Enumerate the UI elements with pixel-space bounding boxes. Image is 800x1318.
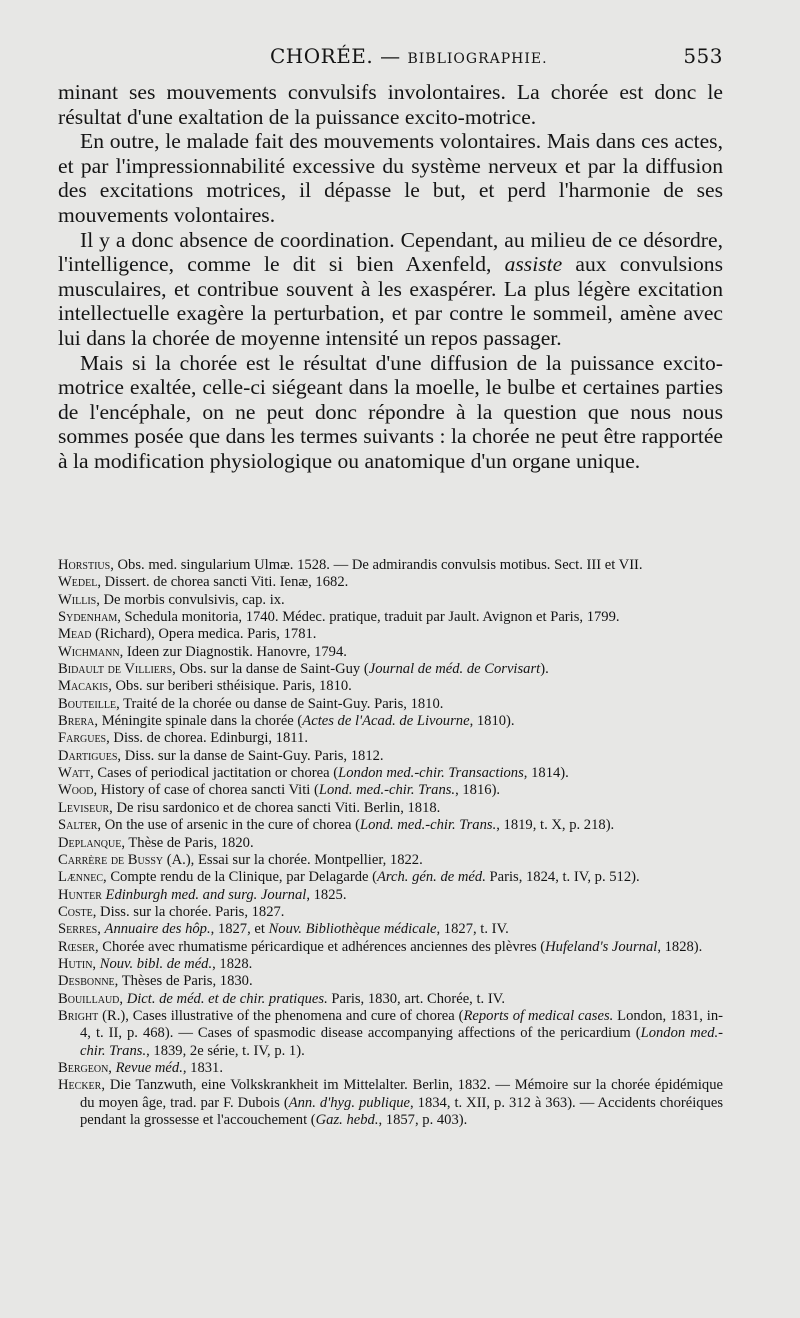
entry-text: , 1828).	[657, 938, 703, 955]
entry-text: , 1819, t. X, p. 218).	[496, 817, 615, 834]
bibliography-entry	[58, 609, 723, 626]
entry-text: ,	[97, 921, 105, 938]
bibliography-entry	[58, 817, 723, 834]
entry-text: , Obs. sur la danse de Saint-Guy (	[172, 661, 369, 678]
paragraph-3-emphasis: assiste	[504, 252, 563, 277]
paragraph-1: minant ses mouvements convulsifs involontaires. La chorée est donc le résultat d'une exaltation de la puissance excito-motrice.	[58, 80, 723, 129]
entry-text: , Thèses de Paris, 1830.	[114, 973, 253, 990]
paragraph-2: En outre, le malade fait des mouvements volontaires. Mais dans ces actes, et par l'impressionnabilité excessive du système nerveux et par la diffusion des excitations motrices, il dépasse le but, et perd l'harmonie de ses mouvements volontaires.	[58, 129, 723, 227]
bibliography-entry	[58, 696, 723, 713]
entry-author: Dartigues	[58, 747, 118, 764]
bibliography-entry	[58, 765, 723, 782]
bibliography-entry	[58, 644, 723, 661]
bibliography-entry	[58, 1008, 723, 1060]
paragraph-3-rest: aux convulsions musculaires, et contribue souvent à les exaspérer. La plus légère excitation intellectuelle exagère la perturbation, et par contre le sommeil, amène avec lui dans la chorée de moyenne intensité un repos passager.	[58, 252, 723, 350]
entry-text: , Dissert. de chorea sancti Viti. Ienæ, 1682.	[97, 574, 349, 591]
entry-author: Hunter	[58, 886, 102, 903]
entry-author: Mead	[58, 626, 92, 643]
bibliography-entry	[58, 852, 723, 869]
entry-text: , 1814).	[523, 765, 569, 782]
entry-text: , 1857, p. 403).	[378, 1112, 468, 1128]
running-title	[270, 44, 548, 68]
entry-author: Bright	[58, 1007, 99, 1024]
entry-author: Lænnec	[58, 869, 104, 886]
entry-author: Leviseur	[58, 799, 110, 816]
entry-source-title: Gaz. hebd.	[315, 1112, 379, 1128]
entry-text: , Obs. med. singularium Ulmæ. 1528. — De admirandis convulsis motibus. Sect. III et VII.	[110, 557, 643, 573]
entry-source-title: Hufeland's Journal	[545, 938, 658, 955]
entry-text: , 1827, et	[210, 921, 269, 938]
body-text	[58, 80, 723, 474]
entry-author: Horstius	[58, 557, 111, 573]
entry-source-title: Lond. med.-chir. Trans.	[318, 782, 456, 799]
entry-author: Bergeon	[58, 1059, 109, 1076]
entry-text: , Obs. sur beriberi sthéisique. Paris, 1810.	[108, 678, 352, 695]
entry-text: , 1810).	[469, 713, 515, 730]
bibliography-entry	[58, 1077, 723, 1129]
entry-author: Rœser	[58, 938, 95, 955]
entry-text: London, 1831, in-4, t. II, p. 468). — Cases of spasmodic disease accompanying affections of the pericardium (	[80, 1007, 723, 1042]
entry-author: Macakis	[58, 678, 109, 695]
entry-source-title: Ann. d'hyg. publique	[288, 1094, 411, 1111]
entry-text: (R.), Cases illustrative of the phenomena and cure of chorea (	[98, 1007, 464, 1024]
entry-text: ,	[108, 1059, 116, 1076]
entry-text: ,	[92, 955, 100, 972]
entry-text: , Diss. sur la danse de Saint-Guy. Paris, 1812.	[117, 747, 384, 764]
running-title-section: BIBLIOGRAPHIE.	[407, 51, 548, 67]
entry-text: (A.), Essai sur la chorée. Montpellier, 1822.	[163, 851, 423, 868]
bibliography-entry	[58, 991, 723, 1008]
entry-author: Bouteille	[58, 695, 117, 712]
entry-text: , Die Tanzwuth, eine Volkskrankheit im Mittelalter. Berlin, 1832. — Mémoire sur la chorée épidémique du moyen âge, trad. par F. Dubois (	[80, 1077, 723, 1111]
entry-text: , Méningite spinale dans la chorée (	[94, 713, 303, 730]
entry-author: Desbonne	[58, 973, 115, 990]
entry-text: , Diss. de chorea. Edinburgi, 1811.	[106, 730, 308, 747]
entry-source-title: Revue méd.	[115, 1059, 183, 1076]
entry-text: , Traité de la chorée ou danse de Saint-Guy. Paris, 1810.	[116, 695, 444, 712]
entry-text: , De risu sardonico et de chorea sancti Viti. Berlin, 1818.	[109, 799, 441, 816]
bibliography-entry	[58, 1060, 723, 1077]
bibliography-entry	[58, 869, 723, 886]
entry-source-title: Journal de méd. de Corvisart	[368, 661, 541, 678]
entry-text: , 1825.	[306, 886, 347, 903]
entry-author: Watt	[58, 765, 91, 782]
entry-author: Carrère de Bussy	[58, 851, 164, 868]
entry-source-title: Edinburgh med. and surg. Journal	[105, 886, 307, 903]
bibliography-entry	[58, 592, 723, 609]
entry-text: , Ideen zur Diagnostik. Hanovre, 1794.	[119, 643, 347, 660]
entry-text: , Diss. sur la chorée. Paris, 1827.	[92, 903, 285, 920]
entry-author: Sydenham	[58, 609, 118, 626]
entry-text: , 1816).	[455, 782, 501, 799]
bibliography-entry	[58, 626, 723, 643]
bibliography-entry	[58, 661, 723, 678]
entry-source-title: Actes de l'Acad. de Livourne	[302, 713, 470, 730]
entry-text: Paris, 1824, t. IV, p. 512).	[485, 869, 640, 886]
entry-author: Salter	[58, 817, 98, 834]
bibliography-entry	[58, 782, 723, 799]
entry-text: , 1828.	[212, 955, 253, 972]
entry-text: , Thèse de Paris, 1820.	[121, 834, 254, 851]
entry-author: Hecker	[58, 1077, 102, 1094]
entry-author: Serres	[58, 921, 98, 938]
entry-author: Bouillaud	[58, 990, 120, 1007]
entry-author: Coste	[58, 903, 93, 920]
entry-author: Bidault de Villiers	[58, 661, 173, 678]
paragraph-4: Mais si la chorée est le résultat d'une diffusion de la puissance excito-motrice exaltée, celle-ci siégeant dans la moelle, le bulbe et certaines parties de l'encéphale, on ne peut donc répondre à la question que nous nous sommes posée que dans les termes suivants : la chorée ne peut être rapportée à la modification physiologique ou anatomique d'un organe unique.	[58, 350, 723, 473]
entry-text: , 1839, 2e série, t. IV, p. 1).	[146, 1042, 305, 1059]
bibliography-entry	[58, 835, 723, 852]
bibliography-entry	[58, 713, 723, 730]
entry-author: Wichmann	[58, 643, 120, 660]
bibliography-entry	[58, 748, 723, 765]
entry-source-title: London med.-chir. Transactions	[338, 765, 524, 782]
entry-text: , On the use of arsenic in the cure of chorea (	[97, 817, 360, 834]
bibliography-entry	[58, 921, 723, 938]
bibliography-entry	[58, 956, 723, 973]
entry-text: , Compte rendu de la Clinique, par Delagarde (	[103, 869, 377, 886]
bibliography-entry	[58, 557, 723, 574]
entry-source-title: Lond. med.-chir. Trans.	[360, 817, 497, 834]
entry-source-title: Nouv. bibl. de méd.	[99, 955, 213, 972]
running-header	[58, 44, 723, 72]
entry-author: Fargues	[58, 730, 107, 747]
entry-text: ,	[119, 990, 127, 1007]
entry-text: Paris, 1830, art. Chorée, t. IV.	[327, 990, 505, 1007]
entry-source-title: London med.-chir. Trans.	[80, 1025, 723, 1059]
entry-text: , Cases of periodical jactitation or chorea (	[90, 765, 339, 782]
entry-text: , 1827, t. IV.	[436, 921, 509, 938]
entry-author: Wood	[58, 782, 94, 799]
entry-source-title: Annuaire des hôp.	[104, 921, 211, 938]
entry-text: , 1831.	[182, 1059, 223, 1076]
entry-text: , De morbis convulsivis, cap. ix.	[96, 591, 285, 608]
paragraph-3-lead: Il y a donc absence de coordination. Cependant, au milieu de ce désordre, l'intelligence, comme le dit si bien Axenfeld,	[58, 227, 723, 277]
page-number: 553	[683, 44, 723, 68]
entry-author: Willis	[58, 591, 97, 608]
entry-text: (Richard), Opera medica. Paris, 1781.	[91, 626, 317, 643]
bibliography-entry	[58, 800, 723, 817]
entry-text: , Schedula monitoria, 1740. Médec. pratique, traduit par Jault. Avignon et Paris, 1799.	[117, 609, 620, 626]
entry-author: Wedel	[58, 574, 98, 591]
entry-source-title: Nouv. Bibliothèque médicale	[268, 921, 437, 938]
entry-author: Deplanque	[58, 834, 122, 851]
bibliography-entry	[58, 939, 723, 956]
entry-source-title: Arch. gén. de méd.	[376, 869, 486, 886]
bibliography-entry	[58, 678, 723, 695]
entry-text: , History of case of chorea sancti Viti (	[93, 782, 319, 799]
running-title-main: CHORÉE. —	[270, 44, 408, 68]
bibliography-entry	[58, 904, 723, 921]
entry-author: Hutin	[58, 955, 93, 972]
bibliography-list	[58, 557, 723, 1129]
bibliography-entry	[58, 730, 723, 747]
entry-source-title: Dict. de méd. et de chir. pratiques.	[126, 990, 328, 1007]
entry-text: , Chorée avec rhumatisme péricardique et adhérences anciennes des plèvres (	[94, 938, 546, 955]
bibliography-entry	[58, 574, 723, 591]
entry-text: ).	[540, 661, 549, 678]
entry-text: , 1834, t. XII, p. 312 à 363). — Accidents choréiques pendant la grossesse et l'accouchement (	[80, 1094, 724, 1128]
bibliography-entry	[58, 973, 723, 990]
entry-source-title: Reports of medical cases.	[463, 1007, 614, 1024]
entry-author: Brera	[58, 713, 95, 730]
paragraph-3	[58, 228, 723, 351]
bibliography-entry	[58, 887, 723, 904]
